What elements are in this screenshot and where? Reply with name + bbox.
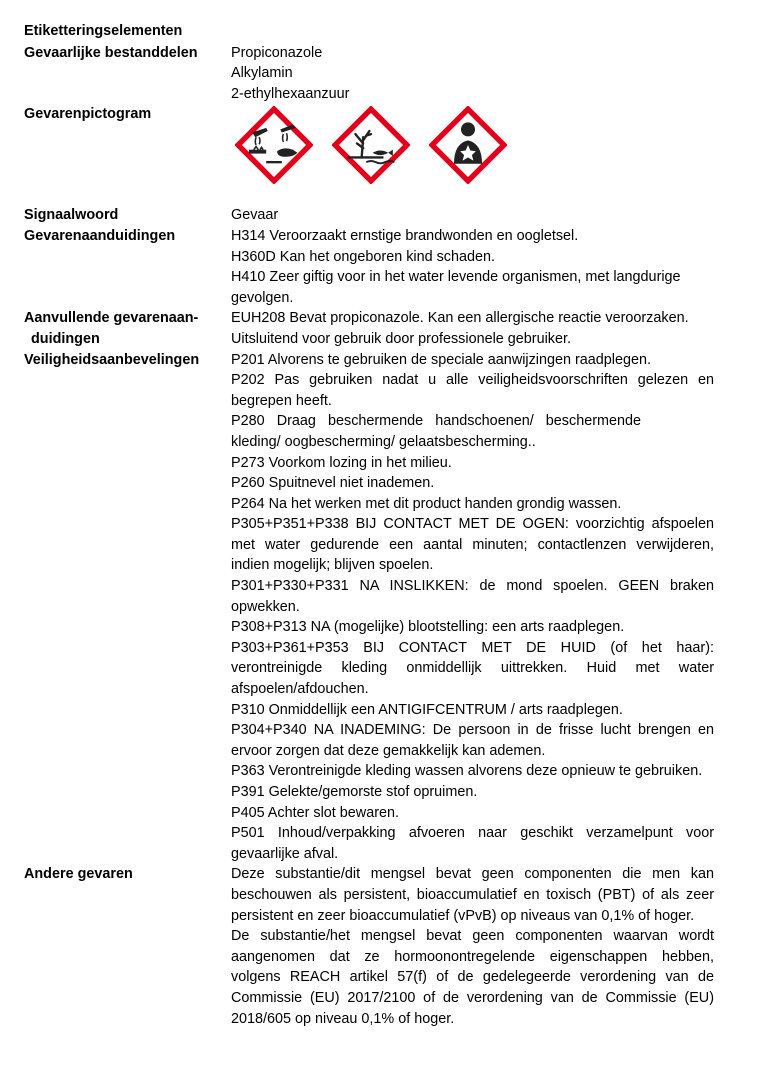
ingredient-item: Alkylamin bbox=[231, 65, 293, 82]
precautionary-statement: P264 Na het werken met dit product handen grondig wassen. bbox=[231, 495, 622, 512]
hazard-statements-row bbox=[24, 226, 714, 308]
precautionary-statement: P304+P340 NA INADEMING: De persoon in de frisse lucht brengen en ervoor zorgen dat deze gemakkelijk kan ademen. bbox=[231, 722, 714, 759]
signal-word-value: Gevaar bbox=[231, 207, 279, 224]
signal-word-row bbox=[24, 205, 714, 226]
precautionary-statement: P501 Inhoud/verpakking afvoeren naar geschikt verzamelpunt voor gevaarlijke afval. bbox=[231, 825, 714, 862]
section-heading: Etiketteringselementen bbox=[24, 23, 183, 39]
supplementary-label-line2: duidingen bbox=[31, 330, 100, 347]
supplementary-list bbox=[231, 308, 714, 349]
precautionary-statement: P308+P313 NA (mogelijke) blootstelling: een arts raadplegen. bbox=[231, 619, 625, 636]
other-hazard-statement: De substantie/het mengsel bevat geen componenten waarvan wordt aangenomen dat ze hormoonontregelende eigenschappen hebben, volgens REACH artikel 57(f) of de gedelegeerde verordening van de Commissie (EU) 2017/2100 of de verordening van de Commissie (EU) 2018/605 op niveau 0,1% of hoger. bbox=[231, 928, 714, 1027]
pictograms-label: Gevarenpictogram bbox=[24, 106, 152, 123]
precautionary-list bbox=[231, 350, 714, 865]
supplementary-label bbox=[24, 308, 231, 349]
hazard-statement: H360D Kan het ongeboren kind schaden. bbox=[231, 248, 496, 265]
precautionary-statement: P305+P351+P338 BIJ CONTACT MET DE OGEN: voorzichtig afspoelen met water gedurende een aantal minuten; contactlenzen verwijderen, indien mogelijk; blijven spoelen. bbox=[231, 516, 714, 574]
health-hazard-icon bbox=[429, 106, 507, 184]
other-hazard-statement: Deze substantie/dit mengsel bevat geen componenten die men kan beschouwen als persistent, bioaccumulatief en toxisch (PBT) of als zeer persistent en zeer bioaccumulatief (vPvB) op niveaus van 0,1% of hoger. bbox=[231, 866, 714, 924]
hazard-statements-label: Gevarenaanduidingen bbox=[24, 227, 176, 244]
pictograms-row bbox=[24, 104, 714, 205]
supplementary-statement: EUH208 Bevat propiconazole. Kan een allergische reactie veroorzaken. bbox=[231, 310, 689, 327]
hazard-statement: H410 Zeer giftig voor in het water levende organismen, met langdurige gevolgen. bbox=[231, 269, 681, 306]
precautionary-row bbox=[24, 350, 714, 865]
precautionary-statement: P273 Voorkom lozing in het milieu. bbox=[231, 454, 452, 471]
hazard-statement: H314 Veroorzaakt ernstige brandwonden en oogletsel. bbox=[231, 227, 579, 244]
hazard-statements-list bbox=[231, 226, 714, 308]
other-hazards-row bbox=[24, 864, 714, 1029]
precautionary-statement: P280 Draag beschermende handschoenen/ beschermende kleding/ oogbescherming/ gelaatsbescherming.. bbox=[231, 413, 641, 450]
precautionary-statement: P363 Verontreinigde kleding wassen alvorens deze opnieuw te gebruiken. bbox=[231, 763, 703, 780]
precautionary-statement: P301+P330+P331 NA INSLIKKEN: de mond spoelen. GEEN braken opwekken. bbox=[231, 578, 714, 615]
environment-icon bbox=[332, 106, 410, 184]
supplementary-row bbox=[24, 308, 714, 349]
precautionary-statement: P202 Pas gebruiken nadat u alle veiligheidsvoorschriften gelezen en begrepen heeft. bbox=[231, 372, 714, 409]
precautionary-statement: P391 Gelekte/gemorste stof opruimen. bbox=[231, 784, 478, 800]
ingredients-row bbox=[24, 43, 714, 105]
supplementary-statement: Uitsluitend voor gebruik door professionele gebruiker. bbox=[231, 330, 571, 347]
other-hazards-list bbox=[231, 864, 714, 1029]
labelling-section bbox=[24, 21, 714, 1029]
pictogram-group bbox=[235, 106, 714, 184]
precautionary-statement: P260 Spuitnevel niet inademen. bbox=[231, 475, 435, 492]
signal-word-label: Signaalwoord bbox=[24, 207, 119, 224]
other-hazards-label: Andere gevaren bbox=[24, 866, 133, 883]
ingredients-label: Gevaarlijke bestanddelen bbox=[24, 44, 198, 61]
precautionary-label: Veiligheidsaanbevelingen bbox=[24, 351, 200, 368]
ingredient-item: Propiconazole bbox=[231, 44, 323, 61]
corrosion-icon bbox=[235, 106, 313, 184]
precautionary-statement: P303+P361+P353 BIJ CONTACT MET DE HUID (of het haar): verontreinigde kleding onmiddellijk uittrekken. Huid met water afspoelen/afdouchen. bbox=[231, 639, 714, 698]
ingredients-list bbox=[231, 43, 714, 105]
precautionary-statement: P405 Achter slot bewaren. bbox=[231, 804, 399, 821]
ingredient-item: 2-ethylhexaanzuur bbox=[231, 85, 350, 102]
supplementary-label-line1: Aanvullende gevarenaan- bbox=[24, 310, 199, 327]
precautionary-statement: P310 Onmiddellijk een ANTIGIFCENTRUM / arts raadplegen. bbox=[231, 701, 623, 718]
precautionary-statement: P201 Alvorens te gebruiken de speciale aanwijzingen raadplegen. bbox=[231, 351, 652, 368]
